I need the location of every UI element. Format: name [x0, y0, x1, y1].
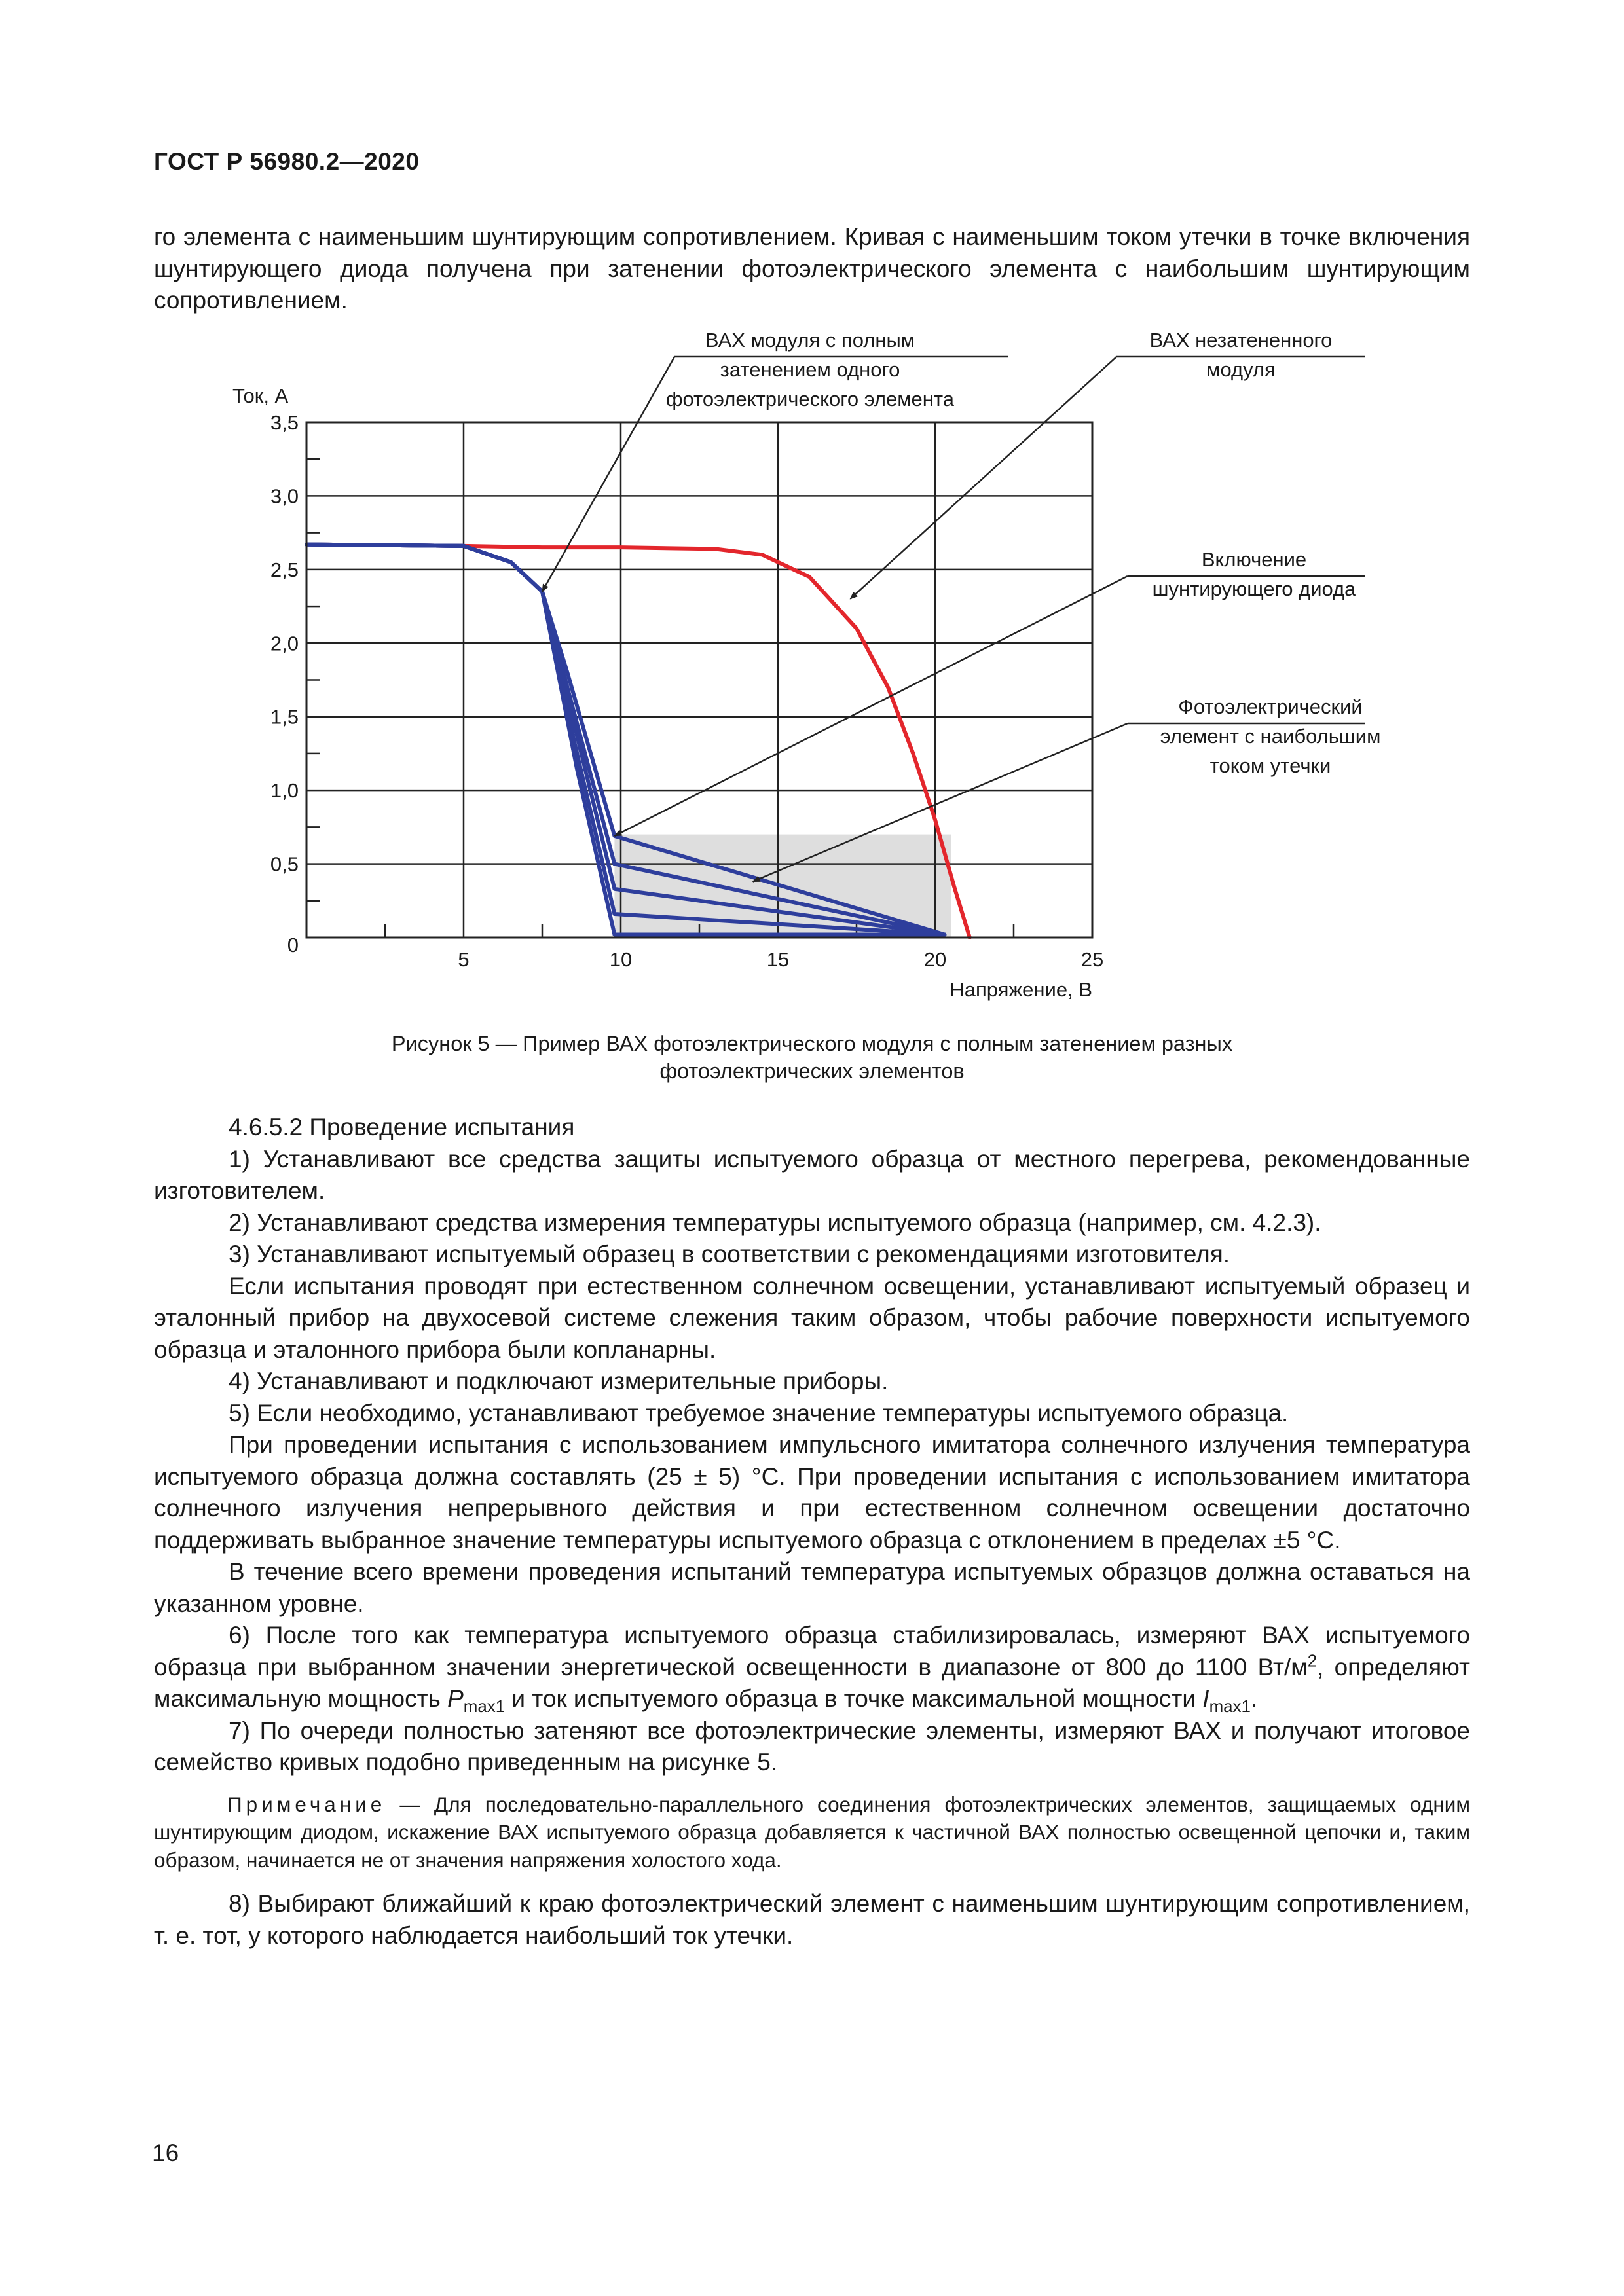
step-2: 2) Устанавливают средства измерения температуры испытуемого образца (например, см. 4.2.3). — [229, 1209, 1321, 1236]
annotation-label-unshaded: ВАХ незатененного — [1149, 329, 1333, 352]
annotation-label-bypass: шунтирующего диода — [1152, 577, 1356, 600]
standard-header: ГОСТ Р 56980.2—2020 — [154, 148, 420, 175]
step-6-part-d: . — [1250, 1685, 1258, 1712]
step-3: 3) Устанавливают испытуемый образец в соответствии с рекомендациями изготовителя. — [229, 1241, 1230, 1267]
note — [154, 1791, 1470, 1874]
annotation-label-bypass: Включение — [1201, 548, 1307, 571]
annotation-label-shaded: фотоэлектрического элемента — [665, 388, 955, 410]
y-tick-label: 2,0 — [270, 632, 299, 655]
annotation-label-shaded: затенением одного — [720, 358, 900, 381]
x-axis-label: Напряжение, В — [950, 978, 1092, 1001]
page-number: 16 — [152, 2140, 179, 2166]
x-tick-label: 5 — [458, 948, 470, 971]
figure-caption-line-2: фотоэлектрических элементов — [659, 1059, 965, 1083]
y-tick-label: 1,5 — [270, 705, 299, 729]
y-tick-label: 0,5 — [270, 852, 299, 876]
test-procedure-section — [154, 1112, 1470, 1952]
annotation-label-leak: током утечки — [1209, 754, 1331, 777]
y-tick-label: 1,0 — [270, 779, 299, 803]
step-5-note: При проведении испытания с использованием импульсного имитатора солнечного излучения температура испытуемого образца должна составлять (25 ± 5) °С. При проведении испытания с использованием имитатора солнечного излучения непрерывного действия и при естественном солнечном освещении достаточно поддерживать выбранное значение температуры испытуемого образца с отклонением в пределах ±5 °С. — [154, 1431, 1470, 1554]
step-6 — [154, 1620, 1470, 1715]
note-label: Примечание — [227, 1792, 386, 1816]
annotation-leader-arrow — [614, 576, 1128, 836]
section-heading: 4.6.5.2 Проведение испытания — [229, 1114, 575, 1140]
y-tick-label: 2,5 — [270, 558, 299, 581]
step-6-i-symbol: I — [1202, 1685, 1209, 1712]
step-6-part-b: , определяют максимальную мощность — [154, 1653, 1470, 1712]
x-tick-label: 20 — [923, 948, 947, 971]
annotation-label-leak: Фотоэлектрический — [1178, 695, 1363, 718]
iv-curve-chart — [0, 0, 1624, 1028]
y-tick-label: 3,5 — [270, 411, 299, 434]
step-3-note: Если испытания проводят при естественном солнечном освещении, устанавливают испытуемый образец и эталонный прибор на двухосевой системе слежения таким образом, чтобы рабочие поверхности испытуемого образца и эталонного прибора были копланарны. — [154, 1272, 1470, 1363]
step-6-part-a: 6) После того как температура испытуемого образца стабилизировалась, измеряют ВАХ испытуемого образца при выбранном значении энергетической освещенности в диапазоне от 800 до 1100 Вт/м — [154, 1622, 1470, 1681]
step-6-superscript: 2 — [1307, 1652, 1318, 1671]
y-tick-label: 3,0 — [270, 484, 299, 508]
step-4: 4) Устанавливают и подключают измерительные приборы. — [229, 1368, 889, 1394]
figure-caption — [154, 1030, 1470, 1085]
step-1: 1) Устанавливают все средства защиты испытуемого образца от местного перегрева, рекомендованные изготовителем. — [154, 1145, 1470, 1204]
x-tick-label: 15 — [766, 948, 790, 971]
step-6-p-subscript: max1 — [463, 1697, 506, 1716]
annotation-label-unshaded: модуля — [1206, 358, 1276, 381]
y-axis-label: Ток, А — [232, 384, 289, 407]
x-tick-label: 25 — [1080, 948, 1104, 971]
figure-caption-line-1: Рисунок 5 — Пример ВАХ фотоэлектрического модуля с полным затенением разных — [391, 1032, 1233, 1055]
annotation-leader-arrow — [542, 357, 674, 592]
step-7: 7) По очереди полностью затеняют все фотоэлектрические элементы, измеряют ВАХ и получают итоговое семейство кривых подобно приведенным на рисунке 5. — [154, 1717, 1470, 1776]
step-8: 8) Выбирают ближайший к краю фотоэлектрический элемент с наименьшим шунтирующим сопротивлением, т. е. тот, у которого наблюдается наибольший ток утечки. — [154, 1890, 1470, 1949]
step-6-i-subscript: max1 — [1209, 1697, 1251, 1716]
step-6-part-c: и ток испытуемого образца в точке максимальной мощности — [505, 1685, 1203, 1712]
step-6-p-symbol: P — [447, 1685, 464, 1712]
note-text: — Для последовательно-параллельного соединения фотоэлектрических элементов, защищаемых одним шунтирующим диодом, искажение ВАХ испытуемого образца добавляется к частичной ВАХ полностью освещенной цепочки и, таким образом, начинается не от значения напряжения холостого хода. — [154, 1792, 1470, 1872]
y-tick-label: 0 — [287, 934, 299, 957]
annotations-layer — [542, 329, 1380, 882]
x-tick-label: 10 — [609, 948, 633, 971]
intro-text: го элемента с наименьшим шунтирующим сопротивлением. Кривая с наименьшим током утечки в точке включения шунтирующего диода получена при затенении фотоэлектрического элемента с наибольшим шунтирующим сопротивлением. — [154, 223, 1470, 314]
step-5-note-2: В течение всего времени проведения испытаний температура испытуемых образцов должна оставаться на указанном уровне. — [154, 1558, 1470, 1617]
annotation-label-shaded: ВАХ модуля с полным — [705, 329, 915, 352]
annotation-label-leak: элемент с наибольшим — [1160, 725, 1381, 748]
step-5: 5) Если необходимо, устанавливают требуемое значение температуры испытуемого образца. — [229, 1399, 1289, 1427]
